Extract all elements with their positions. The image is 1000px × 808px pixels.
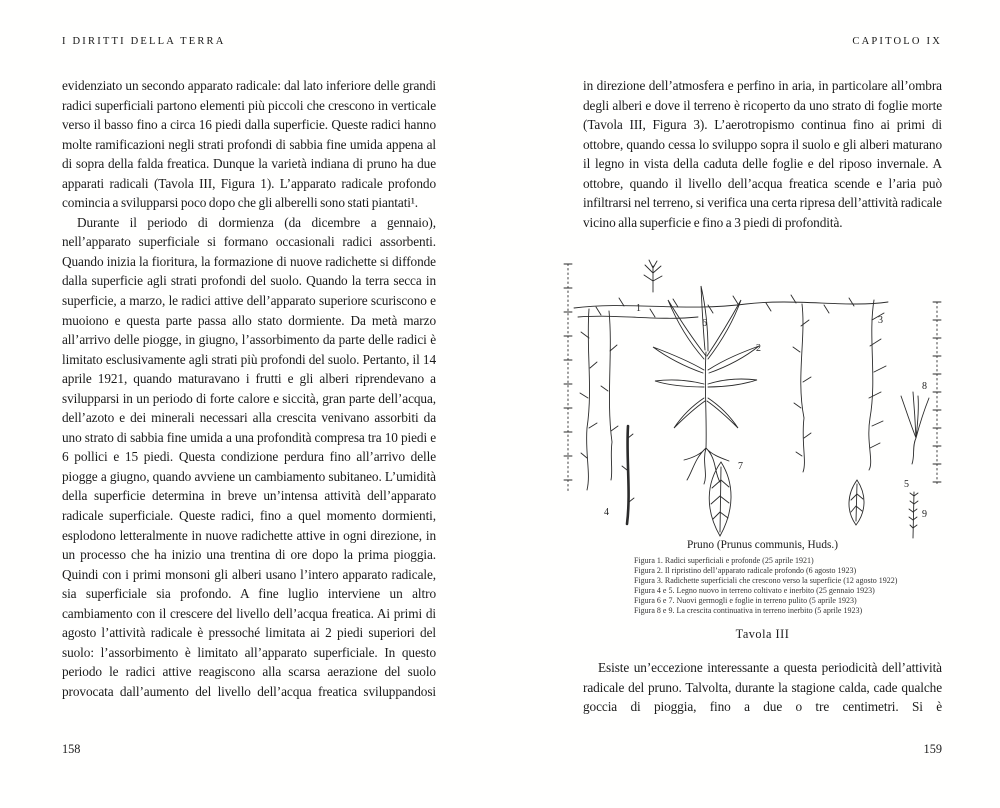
body-paragraph: in direzione dell’atmosfera e perfino in aria, in particolare all’ombra degli alberi e dove il terreno è ricoperto da uno strato di foglie morte (Tavola III, Figura 3). L’aerotropismo continua fino ai primi di ottobre, quando cessa lo sviluppo sopra il suolo e gli alberi maturano il legno in vista della caduta delle foglie e del riposo invernale. A ottobre, quando il livello dell’acqua freatica scende e l’aria può infiltrarsi nel terreno, si verifica una certa ripresa dell’attività radicale vicino alla superficie e fino a 3 piedi di profondità. bbox=[583, 78, 942, 230]
body-paragraph: evidenziato un secondo apparato radicale: dal lato inferiore delle grandi radici superficiali partono elementi più piccoli che crescono in verticale verso il basso fino a circa 16 piedi dalla superficie. Queste radici hanno molte ramificazioni negli strati profondi di sabbia fine umida appena al di sopra della falda freatica. Dunque la varietà indiana di pruno ha due apparati radicali (Tavola III, Figura 1). L’apparato radicale profondo comincia a svilupparsi poco dopo che gli alberelli sono stati piantati¹. bbox=[62, 78, 436, 211]
body-paragraph: Durante il periodo di dormienza (da dicembre a gennaio), nell’apparato superficiale si formano occasionali radici assorbenti. Quando inizia la fioritura, la formazione di nuove radichette si diffonde dalla superficie agli strati profondi del suolo. Quando la terra secca in superficie, a marzo, le radici attive dell’apparato superiore scuriscono e muoiono e questa parte passa allo stato dormiente. Da metà marzo all’arrivo delle piogge, in giugno, l’assorbimento da parte delle radici è limitato esclusivamente agli strati più profondi del suolo. Pertanto, il 14 aprile 1921, quando maturavano i frutti e gli alberi riprendevano a svilupparsi in un periodo di forte calore e siccità, gran parte dell’acqua, dell’azoto e dei minerali necessari alla crescita venivano assorbiti da uno strato di sabbia fine umida a una profondità compresa tra 10 piedi e 6 pollici e 15 piedi. Questa condizione perdura fino all’arrivo delle piogge a giugno, quando avviene un cambiamento subitaneo. L’umidità della superficie determina in breve un’intensa attività dell’apparato radicale superficiale. Queste radici, fino a quel momento dormienti, esplodono letteralmente in nuove radichette attive in ogni direzione, in un processo che ha inizio una trentina di ore dopo la prima pioggia. Quindi con i primi monsoni gli alberi usano l’intero apparato radicale, sia superficiale sia profondo. A fine luglio interviene un altro cambiamento con il crescere del livello dell’acqua freatica. Ai primi di agosto l’attività radicale è pressoché limitata ai 2 piedi superiori del suolo: l’assorbimento è limitato all’apparato superficiale. In questo periodo le radici attive reagiscono alla scarsa aerazione del suolo provocata dall’aumento del livello dell’acqua freatica sviluppandosi bbox=[62, 214, 436, 699]
figure-label-1: 1 bbox=[636, 303, 641, 314]
small-leaf-icon bbox=[849, 480, 864, 525]
page-number-right: 159 bbox=[923, 742, 942, 756]
right-page-text-column-top bbox=[583, 76, 942, 255]
figure-caption-line: Figura 1. Radici superficiali e profonde (25 aprile 1921) bbox=[634, 556, 814, 565]
running-header-right: CAPITOLO IX bbox=[852, 36, 942, 47]
figure-caption-line: Figura 8 e 9. La crescita continuativa in terreno inerbito (5 aprile 1923) bbox=[634, 605, 863, 615]
seedling-sprout-icon bbox=[644, 260, 662, 292]
figure-label-2: 2 bbox=[756, 343, 761, 354]
figure-caption-line: Figura 6 e 7. Nuovi germogli e foglie in terreno pulito (5 aprile 1923) bbox=[634, 595, 857, 605]
figure-caption-title: Pruno (Prunus communis, Huds.) bbox=[687, 539, 838, 551]
deep-root-left-icon bbox=[580, 309, 618, 490]
figure-plate bbox=[556, 256, 948, 540]
figure-caption-line: Figura 2. Il ripristino dell’apparato radicale profondo (6 agosto 1923) bbox=[634, 565, 857, 575]
catkin-spike-icon bbox=[909, 492, 918, 538]
grass-tuft-icon bbox=[901, 392, 929, 464]
figure-label-9: 9 bbox=[922, 509, 927, 520]
botanical-root-illustration bbox=[556, 256, 948, 540]
figure-label-6: 6 bbox=[702, 318, 707, 329]
depth-scale-left-icon bbox=[564, 264, 572, 492]
page-number-left: 158 bbox=[62, 742, 81, 756]
right-page-text-column-bottom bbox=[583, 658, 942, 740]
figure-label-7: 7 bbox=[738, 461, 743, 472]
figure-caption-block bbox=[634, 556, 897, 615]
running-header-left: I DIRITTI DELLA TERRA bbox=[62, 36, 226, 47]
figure-label-4: 4 bbox=[604, 507, 609, 518]
figure-caption-line: Figura 3. Radichette superficiali che crescono verso la superficie (12 agosto 1922) bbox=[634, 575, 898, 585]
depth-scale-right-icon bbox=[933, 302, 941, 486]
figure-label-3: 3 bbox=[878, 315, 883, 326]
figure-caption-line: Figura 4 e 5. Legno nuovo in terreno coltivato e inerbito (25 gennaio 1923) bbox=[634, 585, 875, 595]
root-cutting-icon bbox=[622, 426, 634, 524]
descending-root-icon bbox=[793, 304, 811, 472]
figure-label-8: 8 bbox=[922, 381, 927, 392]
plate-title: Tavola III bbox=[735, 627, 790, 641]
figure-label-5: 5 bbox=[904, 479, 909, 490]
young-tree-icon bbox=[653, 286, 759, 484]
surface-roots-icon bbox=[574, 295, 888, 318]
body-paragraph: Esiste un’eccezione interessante a questa periodicità dell’attività radicale del pruno. Talvolta, durante la stagione calda, cade qualche goccia di pioggia, fino a due o tre centimetri. Si è bbox=[583, 660, 942, 715]
left-page-text-column bbox=[62, 76, 436, 728]
large-leaf-icon bbox=[709, 462, 731, 536]
